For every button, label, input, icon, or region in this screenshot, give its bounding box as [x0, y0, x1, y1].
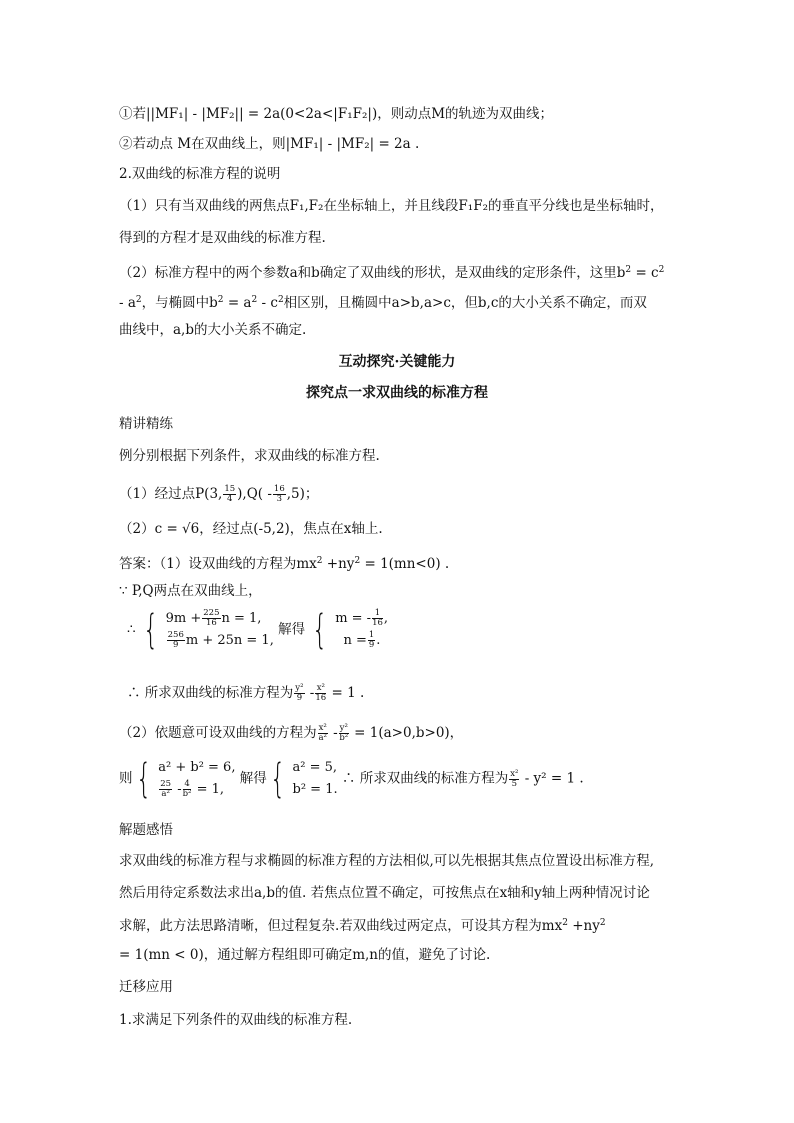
- text-line: （1）只有当双曲线的两焦点F₁,F₂在坐标轴上，并且线段F₁F₂的垂直平分线也是坐标轴时，: [119, 198, 664, 214]
- text-seg: 则: [119, 770, 133, 787]
- equation-system: [119, 757, 584, 801]
- brace: {: [269, 756, 286, 802]
- sup: 2: [217, 295, 224, 305]
- sup: 2: [599, 918, 606, 928]
- text-line: [119, 720, 463, 746]
- text-line: 例分别根据下列条件，求双曲线的标准方程.: [119, 448, 380, 464]
- text-seg: （2）依题意可设双曲线的方程为: [119, 725, 317, 741]
- text-seg: - y² = 1 .: [520, 770, 584, 787]
- text-line: 曲线中，a,b的大小关系不确定.: [119, 322, 307, 338]
- fraction: $\frac{15}{4}$: [224, 484, 236, 504]
- sup: 2: [135, 295, 142, 305]
- sup: 2: [562, 918, 568, 928]
- text-seg: = 1(mn<0) .: [360, 556, 450, 572]
- text-seg: 求解，此方法思路清晰，但过程复杂.若双曲线过两定点，可设其方程为mx: [119, 918, 563, 934]
- sup: 2: [354, 556, 361, 566]
- text-line: [119, 551, 449, 574]
- fraction: $\frac{\text{x²}}{16}$: [315, 683, 327, 703]
- text-seg: ),Q( -: [237, 486, 272, 502]
- section-subheading: 探究点一求双曲线的标准方程: [306, 385, 488, 401]
- fraction: $\frac{16}{3}$: [273, 484, 285, 504]
- system-right: a² = 5, b² = 1.: [292, 760, 338, 797]
- text-seg: ∴ 所求双曲线的标准方程为: [341, 770, 509, 787]
- section-heading: 互动探究·关键能力: [338, 354, 456, 370]
- text-seg: +ny: [567, 918, 600, 934]
- text-seg: 答案：（1）设双曲线的方程为mx: [119, 556, 317, 572]
- fraction: $\frac{\text{y²}}{\text{b²}}$: [339, 723, 349, 743]
- text-line: （2）c = √6，经过点(-5,2)，焦点在x轴上.: [119, 521, 383, 537]
- text-line: 迁移应用: [119, 979, 173, 995]
- text-line: 精讲精练: [119, 416, 173, 432]
- text-seg: -: [328, 725, 338, 741]
- text-line: ②若动点 M在双曲线上，则|MF₁| - |MF₂| = 2a .: [119, 136, 420, 152]
- text-line: ①若||MF₁| - |MF₂|| = 2a(0<2a<|F₁F₂|)，则动点M的轨迹为双曲线；: [119, 106, 554, 122]
- text-line: 得到的方程才是双曲线的标准方程.: [119, 230, 326, 246]
- brace: {: [135, 756, 151, 802]
- text-seg: - a: [119, 295, 136, 311]
- fraction: $\frac{\text{x²}}{\text{a²}}$: [318, 723, 327, 743]
- text-line: = 1(mn < 0)，通过解方程组即可确定m,n的值，避免了讨论.: [119, 947, 491, 963]
- fraction: $\frac{\text{x²}}{5}$: [510, 768, 519, 789]
- text-line: 2.双曲线的标准方程的说明: [119, 166, 281, 182]
- sup: 2: [277, 295, 284, 305]
- text-seg: ,5)；: [286, 486, 319, 502]
- text-seg: ，与椭圆中b: [141, 295, 218, 311]
- text-line: 然后用待定系数法求出a,b的值. 若焦点位置不确定，可按焦点在x轴和y轴上两种情况讨论: [119, 885, 650, 901]
- text-line: [119, 260, 664, 283]
- text-seg: 相区别，且椭圆中a>b,a>c，但b,c的大小关系不确定，而双: [283, 295, 647, 311]
- text-line: 求双曲线的标准方程与求椭圆的标准方程的方法相似,可以先根据其焦点位置设出标准方程,: [119, 853, 655, 869]
- fraction: $\frac{\text{y²}}{9}$: [295, 683, 304, 703]
- system-left: a² + b² = 6, $\frac{25}{\text{a²}}$ - $\frac{4}{\text{b²}}$ = 1,: [158, 760, 236, 799]
- text-seg: - c: [257, 295, 278, 311]
- text-seg: ∴: [127, 621, 136, 638]
- text-seg: +ny: [322, 556, 355, 572]
- text-line: [119, 290, 647, 313]
- text-line: ∵ P,Q两点在双曲线上，: [119, 583, 262, 599]
- system-left: 9m + $\frac{225}{16}$ n = 1, $\frac{256}{9}$ m + 25n = 1,: [165, 608, 274, 650]
- text-line: 1.求满足下列条件的双曲线的标准方程.: [119, 1012, 353, 1028]
- text-seg: = 1 .: [327, 685, 365, 701]
- text-seg: 解得: [239, 770, 267, 787]
- text-seg: ∴ 所求双曲线的标准方程为: [127, 685, 294, 701]
- text-seg: （2）标准方程中的两个参数a和b确定了双曲线的形状，是双曲线的定形条件，这里b: [119, 265, 626, 281]
- text-seg: = a: [223, 295, 252, 311]
- text-seg: （1）经过点P(3,: [119, 486, 223, 502]
- text-line: 解题感悟: [119, 822, 173, 838]
- sup: 2: [658, 265, 665, 275]
- text-line: [119, 479, 318, 509]
- brace: {: [142, 607, 159, 653]
- text-seg: = 1(a>0,b>0)，: [349, 725, 464, 741]
- system-right: m = - $\frac{1}{16}$ , n = $\frac{1}{9}$ .: [335, 608, 389, 650]
- text-line: [119, 913, 606, 936]
- sup: 2: [316, 556, 323, 566]
- sup: 2: [251, 295, 258, 305]
- text-seg: -: [305, 685, 315, 701]
- text-seg: 解得: [278, 621, 306, 638]
- brace: {: [312, 607, 328, 653]
- text-seg: = c: [631, 265, 659, 281]
- text-line: [127, 680, 364, 706]
- equation-system: [127, 608, 388, 652]
- sup: 2: [625, 265, 632, 275]
